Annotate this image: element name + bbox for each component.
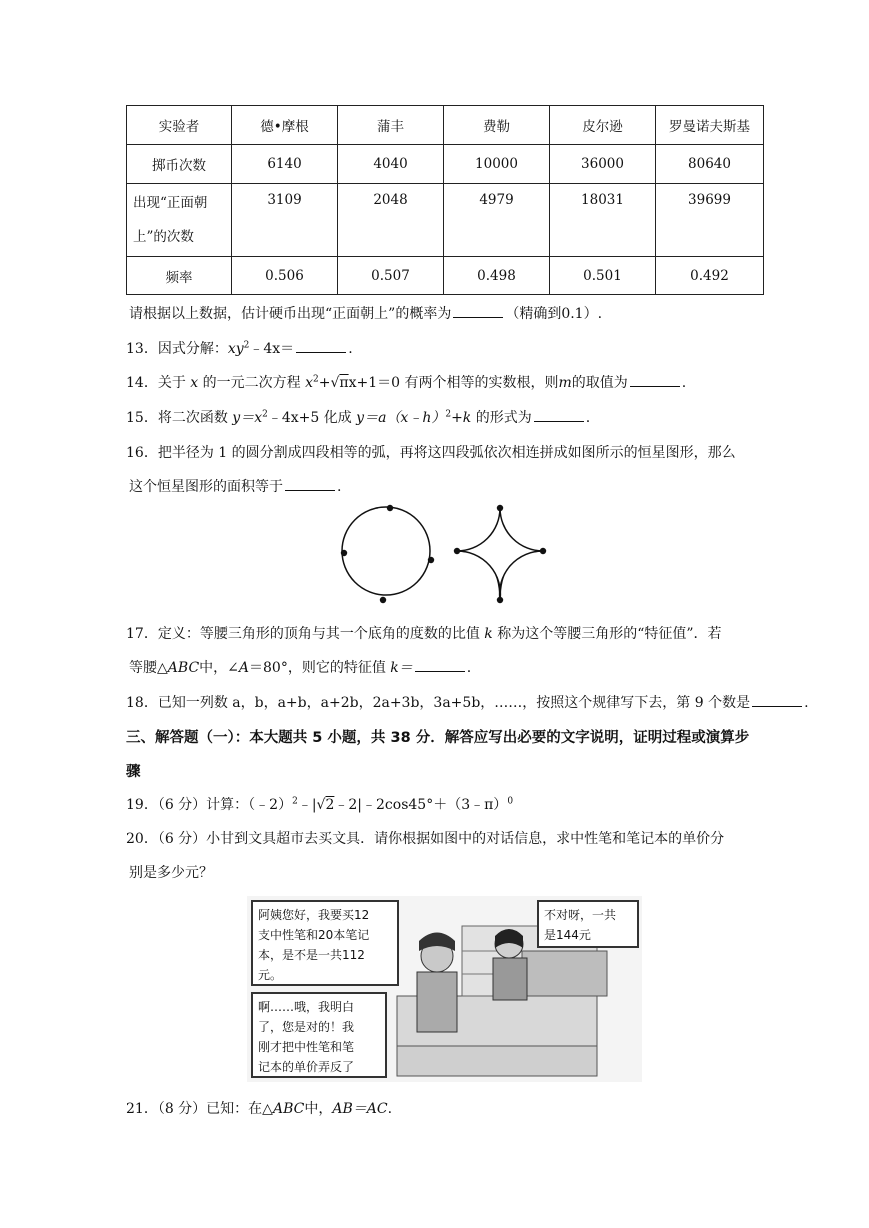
answer-blank — [415, 657, 465, 672]
table-cell: 39699 — [656, 184, 764, 257]
answer-blank — [752, 692, 802, 707]
question-17-line2: 等腰△ABC中，∠A＝80°，则它的特征值 k＝ . — [129, 657, 471, 677]
star-figure — [454, 505, 546, 603]
question-14: 14．关于 x 的一元二次方程 $x^2+√\pi x+1=0$ 有两个相等的实数根，则m的取值为 . — [126, 372, 686, 392]
table-row — [127, 184, 764, 257]
customer-reply-bubble: 啊……哦，我明白 了，您是对的！我 刚才把中性笔和笔 记本的单价弄反了 — [251, 992, 387, 1078]
sqrt-symbol: √ — [330, 375, 340, 391]
point-marker — [387, 505, 393, 511]
question-19: 19．（6 分）计算：（﹣2）$^2$﹣|√2﹣2|﹣2cos45°＋（3﹣π）$^0$ — [126, 796, 514, 813]
table-cell: 4040 — [338, 145, 444, 184]
question-17-line1: 17．定义：等腰三角形的顶角与其一个底角的度数的比值 k 称为这个等腰三角形的“特征值”．若 — [126, 626, 722, 642]
table-cell: 0.492 — [656, 257, 764, 295]
table-cell: 36000 — [550, 145, 656, 184]
answer-blank — [453, 303, 503, 318]
section-3-heading-cont: 骤 — [126, 764, 141, 780]
point-marker — [380, 597, 386, 603]
shopping-dialogue-illustration — [247, 896, 642, 1082]
table-cell: 0.501 — [550, 257, 656, 295]
table-header-cell: 实验者 — [127, 106, 232, 145]
answer-blank — [296, 338, 346, 353]
table-cell: 4979 — [444, 184, 550, 257]
customer-speech-bubble: 阿姨您好，我要买12 支中性笔和20本笔记 本，是不是一共112 元。 — [251, 900, 399, 986]
table-header-cell: 蒲丰 — [338, 106, 444, 145]
circle-figure — [341, 505, 434, 603]
table-cell: 0.506 — [232, 257, 338, 295]
point-marker — [428, 557, 434, 563]
table-header-cell: 费勒 — [444, 106, 550, 145]
table-header-cell: 德•摩根 — [232, 106, 338, 145]
question-18: 18．已知一列数 a，b，a+b，a+2b，2a+3b，3a+5b，……，按照这个规律写下去，第 9 个数是 . — [126, 692, 809, 712]
question-20-line1: 20．（6 分）小甘到文具超市去买文具．请你根据如图中的对话信息，求中性笔和笔记本的单价分 — [126, 831, 725, 847]
table-cell: 0.507 — [338, 257, 444, 295]
table-cell — [127, 184, 232, 257]
table-header-row — [127, 106, 764, 145]
table-cell: 6140 — [232, 145, 338, 184]
section-3-heading: 三、解答题（一）：本大题共 5 小题，共 38 分．解答应写出必要的文字说明，证明过程或演算步 — [126, 730, 750, 746]
question-21: 21．（8 分）已知：在△ABC中，AB＝AC. — [126, 1101, 393, 1117]
point-marker — [497, 505, 503, 511]
point-marker — [341, 550, 347, 556]
table-cell: 掷币次数 — [127, 145, 232, 184]
answer-blank — [285, 476, 335, 491]
circle-star-figure — [335, 503, 555, 613]
coin-toss-table — [126, 105, 764, 295]
table-cell: 0.498 — [444, 257, 550, 295]
table-cell: 3109 — [232, 184, 338, 257]
answer-blank — [534, 407, 584, 422]
row-label-line2: 上”的次数 — [133, 229, 194, 245]
question-20-line2: 别是多少元？ — [129, 865, 213, 881]
question-13: 13．因式分解：$xy^2﹣4x=$ . — [126, 338, 353, 358]
table-cell: 频率 — [127, 257, 232, 295]
sqrt-symbol: √ — [316, 797, 326, 813]
question-15: 15．将二次函数 $y=x^2﹣4x+5$ 化成 y＝a（x﹣h）$^2$+k 的形式为 . — [126, 407, 590, 427]
table-cell: 80640 — [656, 145, 764, 184]
question-16-line1: 16．把半径为 1 的圆分割成四段相等的弧，再将这四段弧依次相连拼成如图所示的恒星图形，那么 — [126, 445, 736, 461]
table-header-cell: 皮尔逊 — [550, 106, 656, 145]
table-row — [127, 145, 764, 184]
table-row — [127, 257, 764, 295]
table-cell: 10000 — [444, 145, 550, 184]
question-16-line2: 这个恒星图形的面积等于 . — [129, 476, 341, 496]
shopkeeper-speech-bubble: 不对呀，一共 是144元 — [537, 900, 639, 948]
answer-blank — [630, 372, 680, 387]
q12-prompt: 请根据以上数据，估计硬币出现“正面朝上”的概率为 （精确到0.1）. — [129, 303, 602, 323]
point-marker — [497, 597, 503, 603]
table-cell: 2048 — [338, 184, 444, 257]
row-label-line1: 出现“正面朝 — [133, 195, 208, 211]
shelf-icon — [522, 951, 607, 996]
point-marker — [454, 548, 460, 554]
table-header-cell: 罗曼诺夫斯基 — [656, 106, 764, 145]
table-cell: 18031 — [550, 184, 656, 257]
point-marker — [540, 548, 546, 554]
